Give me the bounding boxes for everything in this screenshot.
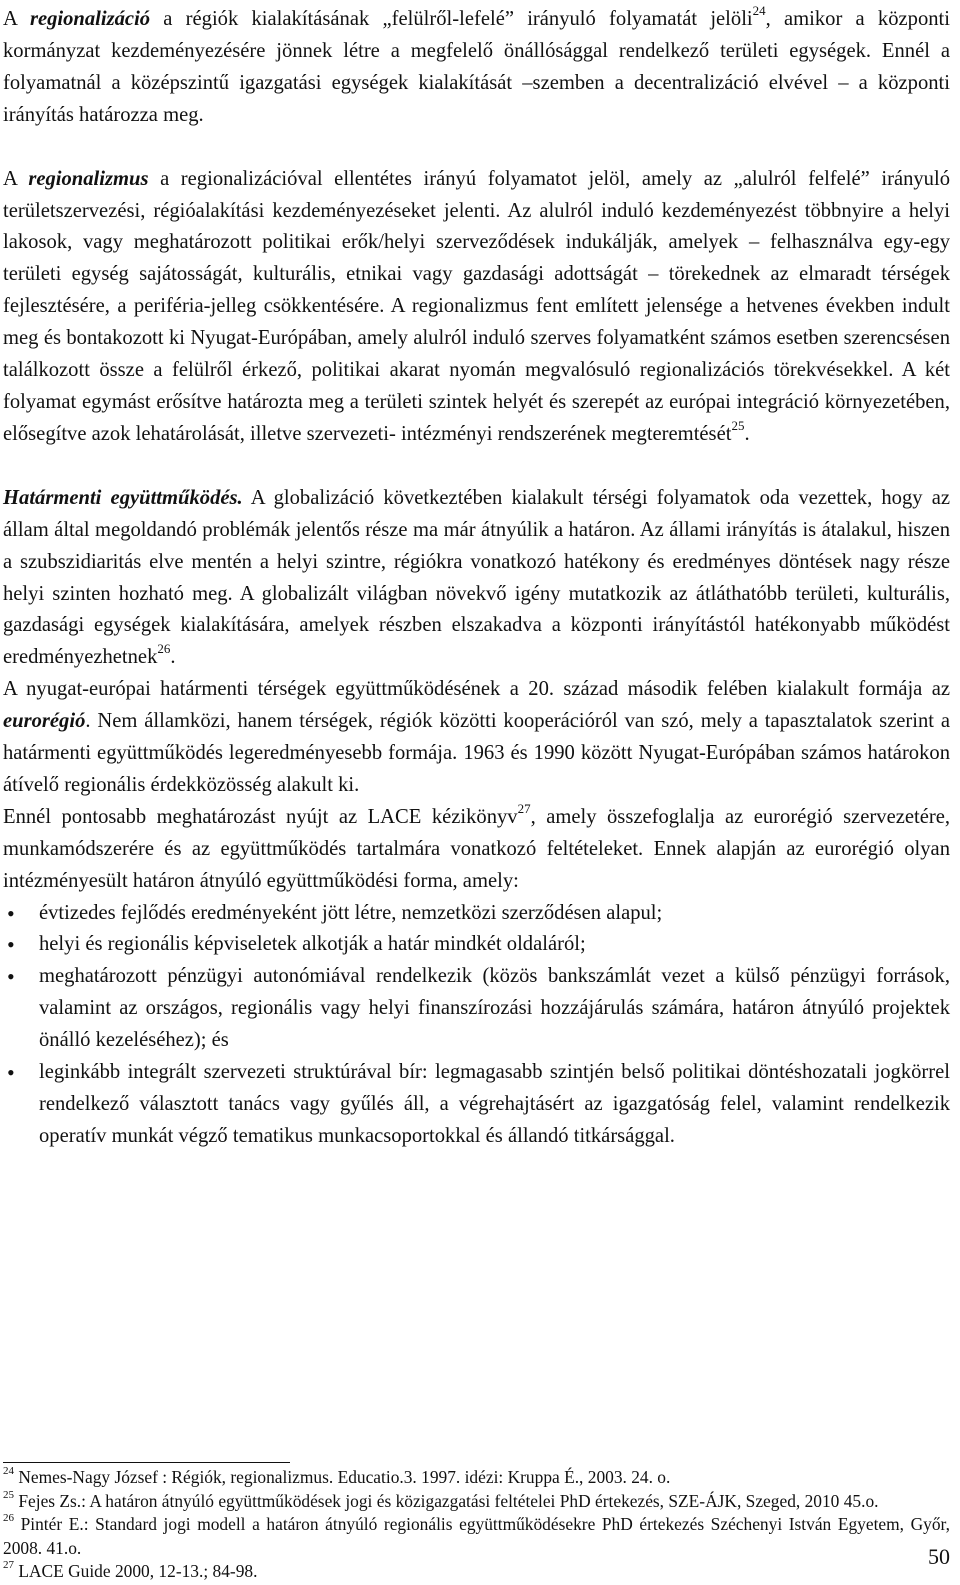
paragraph-regionalizacio: A regionalizáció a régiók kialakításának „felülről-lefelé” irányuló folyamatát jelöli$^{24}$, amikor a központi kormányzat kezdeményezésére jönnek létre a megfelelő önállósággal rendelkező területi egységek. Ennél a folyamatnál a középszintű igazgatási egységek kialakítását –szemben a decentralizáció elvével – a központi irányítás határozza meg. xyxy=(3,3,950,126)
paragraph-regionalizmus: A regionalizmus a regionalizációval ellentétes irányú folyamatot jelöl, amely az „alulról felfelé” irányuló területszervezési, régióalakítási kezdeményezéseket jelenti. Az alulról induló kezdeményezést többnyire a helyi lakosok, vagy meghatározott politikai erők/helyi szerveződések indukálják, amelyek – felhasználva egy-egy területi egység sajátosságát, kulturális, etnikai vagy gazdasági adottságát – törekednek az elmaradt térségek fejlesztésére, a periféria-jelleg csökkentésére. A regionalizmus fent említett jelensége a hetvenes években indult meg és bontakozott ki Nyugat-Európában, amely alulról induló szerves folyamatként számos esetben szerencsésen találkozott össze a felülről érkező, politikai akarat nyomán megvalósuló regionalizációs törekvésekkel. A két folyamat egymást erősítve határozta meg a területi szintek helyét és szerepét az európai integráció környezetében, elősegítve azok lehatárolását, illetve szervezeti- intézményi rendszerének megteremtését$^{25}$. xyxy=(3,167,951,445)
footnote-ref-26[interactable]: 26 xyxy=(157,641,171,657)
term-regionalizacio: regionalizáció xyxy=(29,8,151,30)
footnote-separator xyxy=(3,1462,290,1463)
document-page xyxy=(3,0,950,1153)
footnote-25: $^{25}$ Fejes Zs.: A határon átnyúló együttműködések jogi és közigazgatási feltételei PhD értekezés, SZE-ÁJK, Szeged, 2010 45.o. xyxy=(3,1488,879,1511)
list-item: • meghatározott pénzügyi autonómiával rendelkezik (közös bankszámlát vezet a külső pénzügyi források, valamint az országos, regionális vagy helyi finanszírozási hozzájárulás számára, határon átnyúló projektek önálló kezeléséhez); és xyxy=(3,961,950,1057)
footnote-ref-25[interactable]: 25 xyxy=(731,418,745,434)
footnote-24: $^{24}$ Nemes-Nagy József : Régiók, regionalizmus. Educatio.3. 1997. idézi: Kruppa É., 2003. 24. o. xyxy=(3,1465,671,1487)
list-item: • helyi és regionális képviseletek alkotják a határ mindkét oldaláról; xyxy=(3,929,950,961)
paragraph-hatarmenti: Határmenti együttműködés. A globalizáció következtében kialakult térségi folyamatok oda vezettek, hogy az állam által megoldandó problémák jelentős része ma már átnyúlik a határon. Az állami irányítás is átalakul, hiszen a szubszidiaritás elve mentén a helyi szintre, régiókra vonatkozó hatékony és eredményes döntések nagy része helyi szinten hozható meg. A globalizált világban növekvő igény mutatkozik az átláthatóbb területi, kulturális, gazdasági egységek kialakítására, amelyek részben elszakadva a központi irányítástól hatékonyabb működést eredményezhetnek$^{26}$. xyxy=(3,486,950,669)
term-euroregio: eurorégió xyxy=(3,710,86,733)
list-item: • évtizedes fejlődés eredményeként jött létre, nemzetközi szerződésen alapul; xyxy=(3,898,950,930)
paragraph-lace: Ennél pontosabb meghatározást nyújt az LACE kézikönyv$^{27}$, amely összefoglalja az eurorégió szervezetére, munkamódszerére és az együttműködés tartalmára vonatkozó feltételeket. Ennek alapján az eurorégió olyan intézményesült határon átnyúló együttműködési forma, amely: xyxy=(3,800,950,892)
euroregio-criteria-list xyxy=(3,898,950,1153)
paragraph-euroregio: A nyugat-európai határmenti térségek együttműködésének a 20. század második felében kialakult formája az eurorégió. Nem államközi, hanem térségek, régiók közötti kooperációról van szó, mely a tapasztalatok szerint a határmenti együttműködés legeredményesebb formája. 1963 és 1990 között Nyugat-Európában számos határokon átívelő regionális érdekközösség alakult ki. xyxy=(3,678,950,796)
footnote-27: $^{27}$ LACE Guide 2000, 12-13.; 84-98. xyxy=(3,1559,258,1581)
term-regionalizmus: regionalizmus xyxy=(28,167,149,190)
page-number: 50 xyxy=(928,1544,950,1569)
footnote-26: $^{26}$ Pintér E.: Standard jogi modell a határon átnyúló regionális együttműködésekre PhD értekezés Széchenyi István Egyetem, Győr, 2008. 41.o. xyxy=(3,1512,950,1558)
footnotes xyxy=(3,1466,950,1584)
term-hatarmenti-egyuttmukodes: Határmenti együttműködés. xyxy=(3,486,243,509)
footnote-ref-24[interactable]: 24 xyxy=(752,3,766,19)
list-item: • leginkább integrált szervezeti struktúrával bír: legmagasabb szintjén belső politikai döntéshozatali jogkörrel rendelkező választott tanács vagy gyűlés áll, a végrehajtásért az igazgatóság felel, valamint rendelkezik operatív munkát végző tematikus munkacsoportokkal és állandó titkársággal. xyxy=(3,1057,950,1153)
footnote-ref-27[interactable]: 27 xyxy=(517,800,531,816)
